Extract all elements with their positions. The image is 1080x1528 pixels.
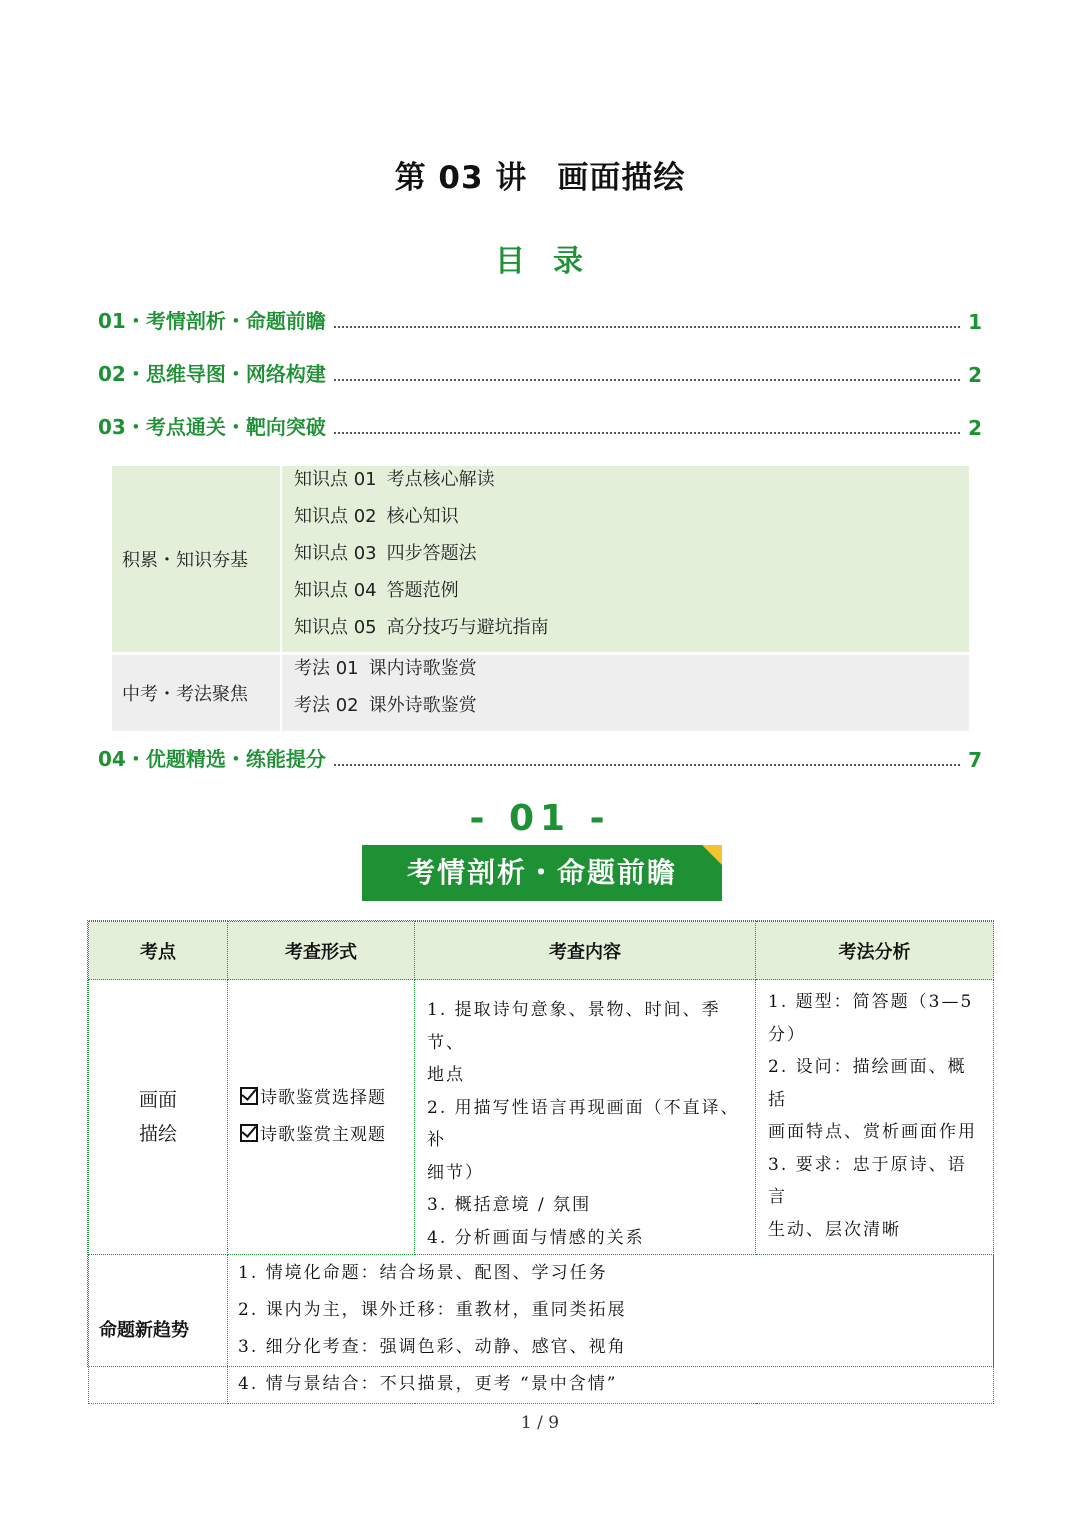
trend-line: 2. 课内为主，课外迁移：重教材，重同类拓展 (238, 1300, 627, 1320)
toc-subitem[interactable] (294, 655, 969, 692)
column-header: 考查内容 (415, 922, 756, 980)
analysis-line: 1. 题型：简答题（3—5 分） (768, 992, 974, 1045)
exam-content-cell (415, 980, 756, 1255)
content-line: 4. 分析画面与情感的关系 (427, 1227, 645, 1248)
toc-entry-label: 01・考情剖析・命题前瞻 (98, 309, 326, 333)
trend-line: 3. 细分化考查：强调色彩、动静、感官、视角 (238, 1337, 627, 1357)
toc-entry-page: 1 (968, 310, 982, 334)
trend-heading: 命题新趋势 (89, 1255, 228, 1404)
content-line: 地点 (427, 1065, 465, 1085)
table-row (89, 1255, 994, 1404)
toc-entry[interactable] (98, 306, 982, 334)
toc-subitem[interactable] (294, 577, 969, 614)
section-banner-text: 考情剖析・命题前瞻 (406, 856, 677, 889)
toc-subsection-table (112, 466, 969, 731)
toc-subitem-num: 知识点 04 (294, 580, 377, 601)
content-line: 细节） (427, 1162, 484, 1183)
toc-subgroup-category: 积累・知识夯基 (122, 550, 248, 571)
analysis-line: 生动、层次清晰 (768, 1219, 901, 1240)
toc-heading (0, 236, 1080, 280)
page-number: 1 / 9 (520, 1413, 560, 1433)
exam-form-cell (228, 980, 415, 1255)
exam-analysis-cell (756, 980, 994, 1255)
page-title (0, 152, 1080, 196)
toc-subitem-text: 课外诗歌鉴赏 (368, 695, 477, 716)
toc-subgroup-exam (112, 655, 969, 731)
exam-form-label: 诗歌鉴赏主观题 (260, 1125, 386, 1145)
toc-entry-page: 2 (968, 363, 982, 387)
checkbox-checked-icon (240, 1087, 258, 1105)
section-number: - 01 - (469, 798, 611, 839)
toc-subitem-text: 高分技巧与避坑指南 (386, 617, 549, 638)
toc-subitem-text: 核心知识 (386, 506, 459, 527)
trend-line: 4. 情与景结合：不只描景，更考 “景中含情” (238, 1374, 618, 1394)
exam-point-cell (89, 980, 228, 1255)
toc-subitem-num: 知识点 05 (294, 617, 377, 638)
lecture-number: 第 03 讲 (394, 160, 528, 196)
exam-analysis-table (87, 920, 994, 1394)
toc-subitem-text: 考点核心解读 (386, 469, 495, 490)
table-header-row (89, 922, 994, 980)
toc-entry-page: 7 (968, 748, 982, 772)
analysis-line: 画面特点、赏析画面作用 (768, 1122, 977, 1142)
toc-entry-label: 02・思维导图・网络构建 (98, 362, 326, 386)
toc-heading-right: 录 (553, 244, 585, 279)
toc-entry[interactable] (98, 412, 982, 440)
lecture-topic: 画面描绘 (557, 160, 686, 196)
trend-cell (228, 1255, 994, 1404)
toc-subgroup-knowledge (112, 466, 969, 652)
toc-entry-label: 03・考点通关・靶向突破 (98, 415, 326, 439)
toc-leader (334, 326, 960, 328)
content-line: 1. 提取诗句意象、景物、时间、季节、 (427, 1000, 721, 1053)
content-line: 2. 用描写性语言再现画面（不直译、补 (427, 1097, 740, 1150)
column-header: 考查形式 (228, 922, 415, 980)
toc-leader (334, 432, 960, 434)
toc-entry[interactable] (98, 744, 982, 772)
toc-subitem-num: 考法 01 (294, 658, 359, 679)
toc-subitem-text: 四步答题法 (386, 543, 477, 564)
toc-leader (334, 379, 960, 381)
table-row (89, 980, 994, 1255)
trend-line: 1. 情境化命题：结合场景、配图、学习任务 (238, 1263, 608, 1283)
exam-point-line: 画面 (138, 1089, 177, 1111)
section-banner (362, 845, 722, 901)
toc-subitem-num: 知识点 03 (294, 543, 377, 564)
content-line: 3. 概括意境 / 氛围 (427, 1195, 592, 1215)
checkbox-checked-icon (240, 1124, 258, 1142)
toc-entry-label: 04・优题精选・练能提分 (98, 747, 326, 771)
exam-point-line: 描绘 (138, 1123, 177, 1145)
toc-subitem-text: 答题范例 (386, 580, 459, 601)
column-header: 考法分析 (756, 922, 994, 980)
analysis-line: 3. 要求：忠于原诗、语言 (768, 1154, 967, 1207)
toc-subitem-text: 课内诗歌鉴赏 (368, 658, 477, 679)
toc-subitem[interactable] (294, 540, 969, 577)
toc-leader (334, 764, 960, 766)
toc-subitem[interactable] (294, 692, 969, 729)
toc-subitem[interactable] (294, 466, 969, 503)
banner-corner-decoration (702, 845, 722, 865)
column-header: 考点 (89, 922, 228, 980)
exam-form-label: 诗歌鉴赏选择题 (260, 1088, 386, 1108)
toc-subitem[interactable] (294, 503, 969, 540)
exam-form-item (240, 1080, 414, 1117)
toc-subitem-num: 知识点 01 (294, 469, 377, 490)
toc-entry-page: 2 (968, 416, 982, 440)
toc-subgroup-category: 中考・考法聚焦 (122, 684, 248, 705)
toc-entry[interactable] (98, 359, 982, 387)
toc-subitem-num: 知识点 02 (294, 506, 377, 527)
exam-form-item (240, 1117, 414, 1154)
analysis-line: 2. 设问：描绘画面、概括 (768, 1057, 967, 1110)
toc-subitem[interactable] (294, 614, 969, 651)
toc-heading-left: 目 (495, 244, 527, 279)
toc-subitem-num: 考法 02 (294, 695, 359, 716)
